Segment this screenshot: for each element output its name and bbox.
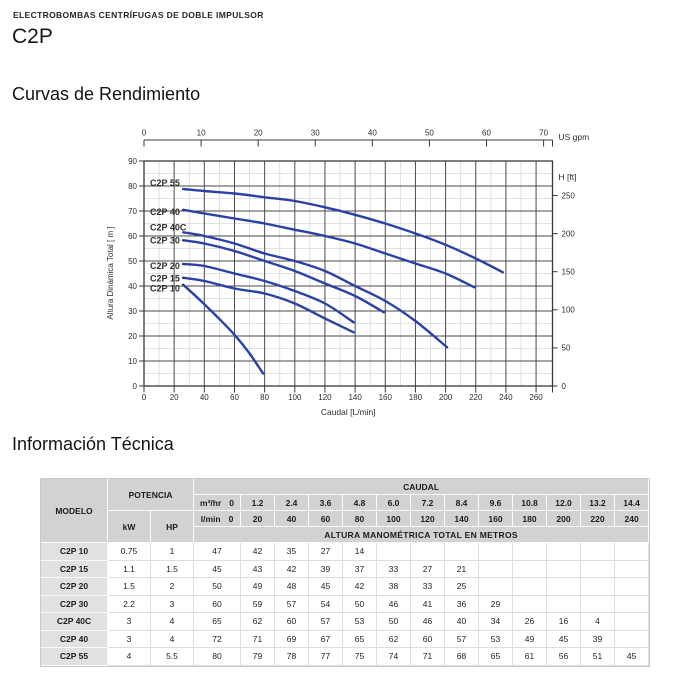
table-row: [41, 631, 649, 649]
header-m3hr-value: 3.6: [309, 495, 343, 511]
row-kw-cell: 3: [108, 613, 151, 631]
x-axis-title: Caudal [L/min]: [320, 407, 376, 417]
row-kw-cell: 2.2: [108, 596, 151, 614]
row-altura-cell: 38: [377, 578, 411, 596]
row-altura-cell: 61: [513, 648, 547, 666]
row-altura-cell: 51: [581, 648, 615, 666]
row-altura-cell: 50: [377, 613, 411, 631]
row-altura-cell: 39: [581, 631, 615, 649]
x-tick-label: 0: [141, 393, 147, 402]
row-altura-cell: 43: [241, 561, 275, 579]
row-altura-cell: 45: [194, 561, 241, 579]
y-axis-title: Altura Dinámica Total [ m ]: [106, 226, 115, 320]
header-m3hr-value: 2.4: [275, 495, 309, 511]
row-model-cell: C2P 40C: [41, 613, 108, 631]
y-tick-label: 0: [132, 381, 137, 391]
header-lmin-value: 200: [547, 511, 581, 527]
row-kw-cell: 4: [108, 648, 151, 666]
y-tick-label: 70: [128, 206, 137, 216]
row-altura-cell: [581, 596, 615, 614]
curve-label: C2P 40C: [150, 222, 187, 233]
row-altura-cell: [615, 613, 649, 631]
ft-tick-label: 150: [561, 267, 575, 277]
row-altura-cell: 46: [411, 613, 445, 631]
header-lmin-value: 140: [445, 511, 479, 527]
row-altura-cell: 27: [309, 543, 343, 561]
technical-table: [40, 478, 650, 667]
m3hr-first-value: 0: [229, 497, 234, 508]
row-altura-cell: 45: [547, 631, 581, 649]
row-hp-cell: 1.5: [151, 561, 194, 579]
right-axis-ft: [553, 172, 577, 391]
doc-kicker: ELECTROBOMBAS CENTRÍFUGAS DE DOBLE IMPULSOR: [13, 10, 264, 20]
x-axis-lmin: [142, 386, 553, 417]
row-altura-cell: [547, 561, 581, 579]
row-altura-cell: 72: [194, 631, 241, 649]
row-altura-cell: [581, 578, 615, 596]
row-altura-cell: 60: [411, 631, 445, 649]
header-m3hr-value: 6.0: [377, 495, 411, 511]
x-tick-label: 20: [169, 393, 179, 402]
row-altura-cell: 34: [479, 613, 513, 631]
gpm-tick-label: 40: [367, 128, 377, 138]
row-altura-cell: 59: [241, 596, 275, 614]
product-title: C2P: [12, 25, 53, 48]
grid-minor: [144, 161, 553, 386]
curve-c2p-55: [183, 189, 503, 272]
row-altura-cell: 57: [309, 613, 343, 631]
row-kw-cell: 3: [108, 631, 151, 649]
row-altura-cell: 45: [615, 648, 649, 666]
row-altura-cell: 60: [194, 596, 241, 614]
row-altura-cell: 42: [343, 578, 377, 596]
row-altura-cell: 37: [343, 561, 377, 579]
top-axis-gpm: [142, 129, 589, 147]
row-altura-cell: 40: [445, 613, 479, 631]
row-altura-cell: 42: [241, 543, 275, 561]
curve-label: C2P 55: [150, 178, 180, 188]
row-altura-cell: [615, 578, 649, 596]
curve-label: C2P 40: [150, 207, 180, 217]
ft-axis-title: H [ft]: [558, 172, 577, 182]
gpm-tick-label: 0: [141, 128, 147, 138]
ft-tick-label: 0: [561, 381, 566, 391]
row-altura-cell: 49: [241, 578, 275, 596]
row-hp-cell: 3: [151, 596, 194, 614]
ft-tick-label: 50: [561, 343, 571, 353]
x-tick-label: 200: [438, 393, 453, 402]
table-row: [41, 543, 649, 561]
gpm-tick-label: 70: [539, 128, 549, 138]
row-altura-cell: 80: [194, 648, 241, 666]
row-altura-cell: 45: [309, 578, 343, 596]
row-altura-cell: 65: [343, 631, 377, 649]
row-hp-cell: 2: [151, 578, 194, 596]
curve-c2p-40c: [183, 232, 447, 347]
row-hp-cell: 5.5: [151, 648, 194, 666]
gpm-tick-label: 10: [196, 128, 206, 138]
table-row: [41, 561, 649, 579]
col-header-kw: kW: [108, 511, 151, 543]
row-altura-cell: 53: [479, 631, 513, 649]
header-lmin-cell: [194, 511, 241, 527]
row-hp-cell: 1: [151, 543, 194, 561]
row-altura-cell: 33: [411, 578, 445, 596]
row-altura-cell: 4: [581, 613, 615, 631]
header-m3hr-value: 10.8: [513, 495, 547, 511]
row-altura-cell: 49: [513, 631, 547, 649]
row-altura-cell: 67: [309, 631, 343, 649]
row-altura-cell: [479, 578, 513, 596]
x-tick-label: 40: [199, 393, 209, 402]
row-altura-cell: 46: [377, 596, 411, 614]
row-model-cell: C2P 15: [41, 561, 108, 579]
row-altura-cell: [479, 561, 513, 579]
row-altura-cell: 16: [547, 613, 581, 631]
row-kw-cell: 0.75: [108, 543, 151, 561]
section-title-tech: Información Técnica: [12, 434, 174, 454]
row-altura-cell: 68: [445, 648, 479, 666]
gpm-tick-label: 30: [310, 128, 320, 138]
row-altura-cell: 74: [377, 648, 411, 666]
row-altura-cell: [479, 543, 513, 561]
x-tick-label: 220: [469, 393, 483, 402]
header-altura: ALTURA MANOMÉTRICA TOTAL EN METROS: [194, 527, 649, 543]
row-altura-cell: [513, 596, 547, 614]
row-altura-cell: 29: [479, 596, 513, 614]
ft-tick-label: 100: [561, 305, 575, 315]
row-altura-cell: 62: [377, 631, 411, 649]
row-altura-cell: [513, 543, 547, 561]
header-m3hr-value: 8.4: [445, 495, 479, 511]
row-altura-cell: 79: [241, 648, 275, 666]
row-altura-cell: 75: [343, 648, 377, 666]
header-lmin-value: 120: [411, 511, 445, 527]
gpm-tick-label: 50: [424, 128, 434, 138]
row-altura-cell: 71: [411, 648, 445, 666]
row-altura-cell: [581, 561, 615, 579]
y-axis-m: [106, 157, 144, 391]
header-m3hr-value: 4.8: [343, 495, 377, 511]
x-tick-label: 60: [230, 393, 239, 402]
row-model-cell: C2P 40: [41, 631, 108, 649]
header-lmin-value: 60: [309, 511, 343, 527]
header-lmin-value: 240: [615, 511, 649, 527]
row-altura-cell: 33: [377, 561, 411, 579]
header-m3hr-value: 7.2: [411, 495, 445, 511]
x-tick-label: 240: [499, 393, 513, 402]
row-hp-cell: 4: [151, 613, 194, 631]
x-tick-label: 80: [260, 393, 270, 402]
row-altura-cell: [581, 543, 615, 561]
x-tick-label: 180: [408, 393, 423, 402]
header-lmin-value: 100: [377, 511, 411, 527]
row-altura-cell: 50: [194, 578, 241, 596]
row-altura-cell: 69: [275, 631, 309, 649]
row-model-cell: C2P 20: [41, 578, 108, 596]
header-m3hr-cell: [194, 495, 241, 511]
y-tick-label: 50: [128, 256, 137, 266]
row-altura-cell: [615, 631, 649, 649]
lmin-first-value: 0: [228, 513, 234, 524]
row-altura-cell: 14: [343, 543, 377, 561]
header-lmin-value: 40: [275, 511, 309, 527]
header-m3hr-value: 9.6: [479, 495, 513, 511]
gpm-axis-title: US gpm: [558, 132, 590, 142]
header-m3hr-value: 12.0: [547, 495, 581, 511]
header-lmin-value: 180: [513, 511, 547, 527]
col-header-hp: HP: [151, 511, 194, 543]
row-altura-cell: [513, 561, 547, 579]
row-altura-cell: 26: [513, 613, 547, 631]
row-altura-cell: 35: [275, 543, 309, 561]
header-m3hr-value: 14.4: [615, 495, 649, 511]
row-altura-cell: 25: [445, 578, 479, 596]
row-altura-cell: 21: [445, 561, 479, 579]
header-m3hr-value: 1.2: [241, 495, 275, 511]
row-altura-cell: 71: [241, 631, 275, 649]
curve-c2p-30: [183, 240, 384, 312]
header-lmin-value: 80: [343, 511, 377, 527]
curves: [150, 178, 503, 374]
row-altura-cell: 57: [445, 631, 479, 649]
col-header-potencia: POTENCIA: [108, 479, 194, 511]
header-lmin-value: 220: [581, 511, 615, 527]
row-altura-cell: [547, 596, 581, 614]
row-hp-cell: 4: [151, 631, 194, 649]
row-model-cell: C2P 30: [41, 596, 108, 614]
table-row: [41, 596, 649, 614]
y-tick-label: 80: [128, 181, 137, 191]
row-altura-cell: [615, 561, 649, 579]
row-kw-cell: 1.1: [108, 561, 151, 579]
unit-lmin-label: l/min: [200, 513, 221, 524]
row-altura-cell: 41: [411, 596, 445, 614]
row-altura-cell: 78: [275, 648, 309, 666]
y-tick-label: 90: [128, 156, 137, 166]
header-m3hr-value: 13.2: [581, 495, 615, 511]
x-tick-label: 140: [348, 393, 362, 402]
row-altura-cell: 60: [275, 613, 309, 631]
y-tick-label: 40: [128, 281, 137, 291]
row-model-cell: C2P 10: [41, 543, 108, 561]
x-tick-label: 160: [378, 393, 392, 402]
row-altura-cell: 27: [411, 561, 445, 579]
x-tick-label: 120: [318, 393, 332, 402]
x-tick-label: 260: [529, 393, 543, 402]
row-altura-cell: 54: [309, 596, 343, 614]
y-tick-label: 10: [128, 356, 137, 366]
row-model-cell: C2P 55: [41, 648, 108, 666]
row-altura-cell: 53: [343, 613, 377, 631]
y-tick-label: 30: [128, 306, 137, 316]
row-altura-cell: 65: [479, 648, 513, 666]
row-altura-cell: 36: [445, 596, 479, 614]
row-altura-cell: [377, 543, 411, 561]
row-altura-cell: 47: [194, 543, 241, 561]
ft-tick-label: 250: [561, 191, 575, 201]
table-row: [41, 648, 649, 666]
curve-label: C2P 20: [150, 261, 180, 271]
row-altura-cell: 48: [275, 578, 309, 596]
ft-tick-label: 200: [561, 229, 575, 239]
gpm-tick-label: 20: [253, 128, 263, 138]
row-altura-cell: [445, 543, 479, 561]
gpm-tick-label: 60: [482, 128, 491, 138]
row-altura-cell: 42: [275, 561, 309, 579]
header-lmin-value: 20: [241, 511, 275, 527]
y-tick-label: 60: [128, 231, 137, 241]
row-altura-cell: [547, 578, 581, 596]
row-altura-cell: [411, 543, 445, 561]
row-altura-cell: [615, 596, 649, 614]
row-altura-cell: 65: [194, 613, 241, 631]
row-altura-cell: 56: [547, 648, 581, 666]
table-row: [41, 613, 649, 631]
col-header-caudal: CAUDAL: [194, 479, 649, 495]
x-tick-label: 100: [288, 393, 302, 402]
unit-m3hr-label: m³/hr: [200, 497, 222, 508]
row-altura-cell: [547, 543, 581, 561]
row-altura-cell: [513, 578, 547, 596]
curve-label: C2P 30: [150, 235, 180, 246]
row-altura-cell: [615, 543, 649, 561]
row-kw-cell: 1.5: [108, 578, 151, 596]
row-altura-cell: 57: [275, 596, 309, 614]
header-lmin-value: 160: [479, 511, 513, 527]
col-header-modelo: MODELO: [41, 479, 108, 543]
curve-label: C2P 15: [150, 273, 180, 284]
row-altura-cell: 50: [343, 596, 377, 614]
row-altura-cell: 62: [241, 613, 275, 631]
y-tick-label: 20: [128, 331, 137, 341]
row-altura-cell: 77: [309, 648, 343, 666]
table-row: [41, 578, 649, 596]
section-title-curves: Curvas de Rendimiento: [12, 84, 201, 104]
curve-label: C2P 10: [150, 283, 180, 294]
row-altura-cell: 39: [309, 561, 343, 579]
